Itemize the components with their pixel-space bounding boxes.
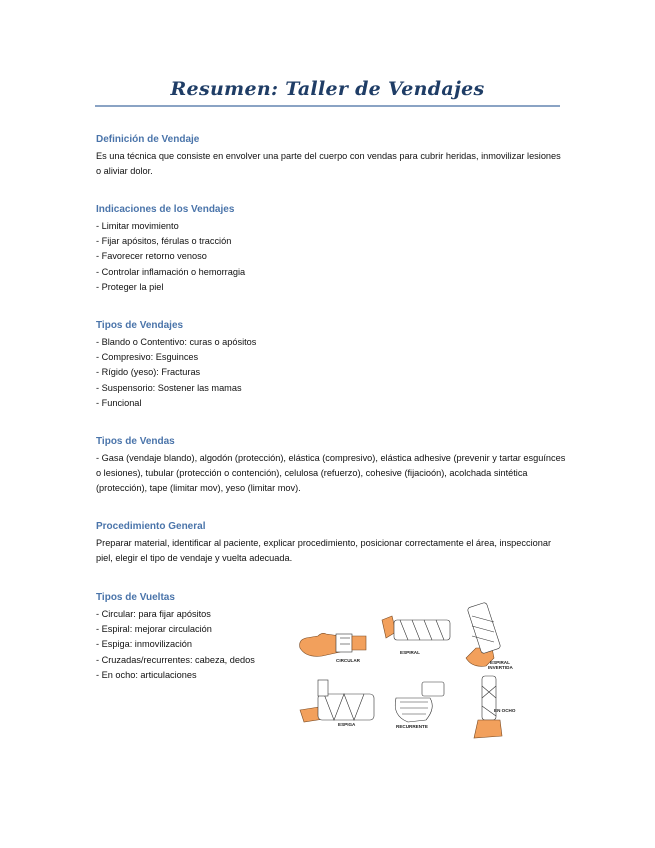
recurrente-illustration [395, 682, 444, 722]
section-tipos-vendajes [96, 320, 566, 411]
espiral-illustration [382, 616, 450, 640]
list-item: - Cruzadas/recurrentes: cabeza, dedos [96, 654, 255, 665]
section-heading: Indicaciones de los Vendajes [96, 204, 235, 215]
section-tipos-vendas [96, 436, 566, 497]
definition-text: Es una técnica que consiste en envolver una parte del cuerpo con vendas para cubrir heridas, inmovilizar lesiones o aliviar dolor. [96, 151, 561, 177]
vendas-text: - Gasa (vendaje blando), algodón (protección), elástica (compresivo), elástica adhesive (prevenir y tartar esguínces o lesiones), tubular (protección o contención), celulosa (refuerzo), cohesive (fijacioón), acolchada sintética (protección), tape (limitar mov), yeso (limitar mov). [96, 453, 566, 494]
caption-espiga: ESPIGA [338, 722, 356, 727]
section-heading: Tipos de Vendas [96, 436, 175, 447]
en-ocho-illustration [474, 676, 502, 738]
list-item: - Rígido (yeso): Fracturas [96, 367, 201, 378]
section-definicion [96, 134, 566, 179]
list-item: - Fijar apósitos, férulas o tracción [96, 236, 232, 247]
list-item: - Circular: para fijar apósitos [96, 609, 211, 619]
espiral-invertida-illustration [466, 602, 501, 666]
list-item: - Controlar inflamación o hemorragia [96, 266, 246, 277]
list-item: - Blando o Contentivo: curas o apósitos [96, 337, 257, 347]
caption-recurrente: RECURRENTE [396, 724, 428, 729]
list-item: - En ocho: articulaciones [96, 669, 197, 680]
caption-en-ocho: EN OCHO [494, 708, 516, 713]
caption-espiral: ESPIRAL [400, 650, 420, 655]
section-procedimiento [96, 521, 566, 566]
espiga-illustration [300, 680, 374, 722]
section-heading: Tipos de Vueltas [96, 592, 175, 603]
procedimiento-text: Preparar material, identificar al paciente, explicar procedimiento, posicionar correctamente el área, inspeccionar piel, elegir el tipo de vendaje y vuelta adecuada. [96, 538, 552, 564]
bandage-types-illustration [296, 598, 528, 748]
section-indicaciones [96, 204, 566, 295]
caption-espiral-invertida-1: ESPIRAL [490, 660, 510, 665]
page-title: Resumen: Taller de Vendajes [170, 78, 485, 100]
title-divider [95, 105, 560, 107]
list-item: - Suspensorio: Sostener las mamas [96, 382, 242, 393]
list-item: - Compresivo: Esguinces [96, 352, 199, 363]
circular-illustration [300, 633, 366, 656]
section-heading: Definición de Vendaje [96, 134, 200, 145]
list-item: - Proteger la piel [96, 281, 164, 292]
caption-espiral-invertida-2: INVERTIDA [488, 665, 513, 670]
section-heading: Procedimiento General [96, 521, 206, 532]
caption-circular: CIRCULAR [336, 658, 360, 663]
list-item: - Limitar movimiento [96, 221, 179, 231]
section-heading: Tipos de Vendajes [96, 320, 184, 331]
list-item: - Espiga: inmovilización [96, 639, 192, 650]
list-item: - Espiral: mejorar circulación [96, 624, 212, 635]
list-item: - Funcional [96, 397, 142, 408]
list-item: - Favorecer retorno venoso [96, 251, 207, 262]
